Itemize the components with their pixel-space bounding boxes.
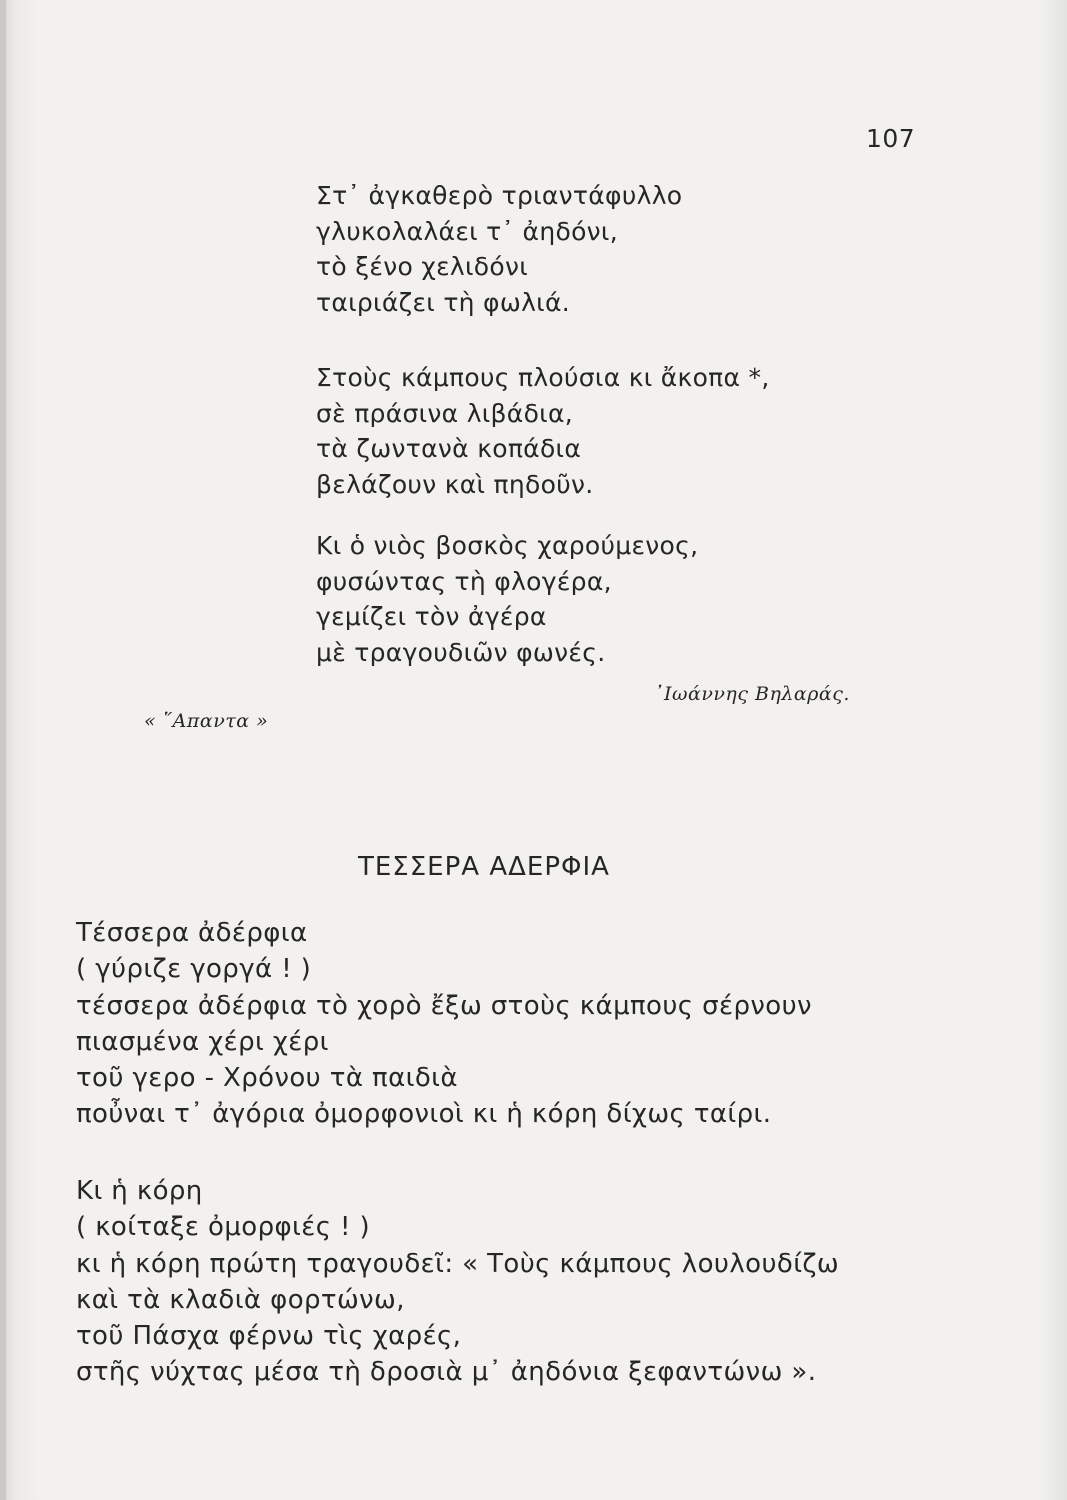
poem-line: ποὖναι τ᾿ ἀγόρια ὀμορφονιοὶ κι ἡ κόρη δίχως ταίρι. [76, 1099, 772, 1130]
poem-line: βελάζουν καὶ πηδοῦν. [316, 469, 594, 499]
poem-line: γεμίζει τὸν ἀγέρα [316, 602, 547, 631]
poem-line: Στοὺς κάμπους πλούσια κι ἄκοπα *, [316, 363, 770, 392]
poem-line: τοῦ Πάσχα φέρνω τὶς χαρές, [76, 1321, 462, 1352]
poem1-source: « ῞Απαντα » [144, 710, 269, 732]
poem-line: Στ᾿ ἀγκαθερὸ τριαντάφυλλο [316, 181, 683, 210]
poem-line: τέσσερα ἀδέρφια τὸ χορὸ ἔξω στοὺς κάμπους σέρνουν [76, 990, 812, 1021]
poem-line: Κι ὁ νιὸς βοσκὸς χαρούμενος, [316, 531, 699, 560]
page-number: 107 [866, 124, 916, 153]
poem-line: ( κοίταξε ὀμορφιές ! ) [76, 1212, 371, 1243]
poem-line: γλυκολαλάει τ᾿ ἀηδόνι, [316, 216, 618, 246]
poem2-stanza-2 [76, 1173, 839, 1391]
poem2-title: ΤΕΣΣΕΡΑ ΑΔΕΡΦΙΑ [358, 852, 610, 882]
poem-line: Τέσσερα ἀδέρφια [76, 918, 308, 948]
poem-line: μὲ τραγουδιῶν φωνές. [316, 637, 606, 667]
poem-line: στῆς νύχτας μέσα τὴ δροσιὰ μ᾿ ἀηδόνια ξεφαντώνω ». [76, 1357, 817, 1388]
poem-line: ταιριάζει τὴ φωλιά. [316, 287, 570, 317]
poem-line: ( γύριζε γοργά ! ) [76, 954, 312, 985]
poem2-stanza-1 [76, 915, 812, 1133]
poem-line: τὰ ζωντανὰ κοπάδια [316, 434, 582, 463]
poem-line: καὶ τὰ κλαδιὰ φορτώνω, [76, 1284, 405, 1315]
poem1-stanza-3 [316, 528, 698, 670]
page-spine-shadow [0, 0, 6, 1500]
poem-line: τοῦ γερο - Χρόνου τὰ παιδιὰ [76, 1063, 458, 1094]
poem-line: πιασμένα χέρι χέρι [76, 1026, 329, 1057]
poem-line: τὸ ξένο χελιδόνι [316, 252, 528, 281]
poem-line: σὲ πράσινα λιβάδια, [316, 398, 573, 428]
poem-line: Κι ἡ κόρη [76, 1176, 203, 1206]
poem1-author: ᾿Ιωάννης Βηλαράς. [654, 683, 850, 705]
poem1-stanza-1 [316, 178, 682, 320]
poem-line: κι ἡ κόρη πρώτη τραγουδεῖ: « Τοὺς κάμπους λουλουδίζω [76, 1248, 840, 1279]
poem1-stanza-2 [316, 360, 770, 502]
poem-line: φυσώντας τὴ φλογέρα, [316, 566, 612, 596]
